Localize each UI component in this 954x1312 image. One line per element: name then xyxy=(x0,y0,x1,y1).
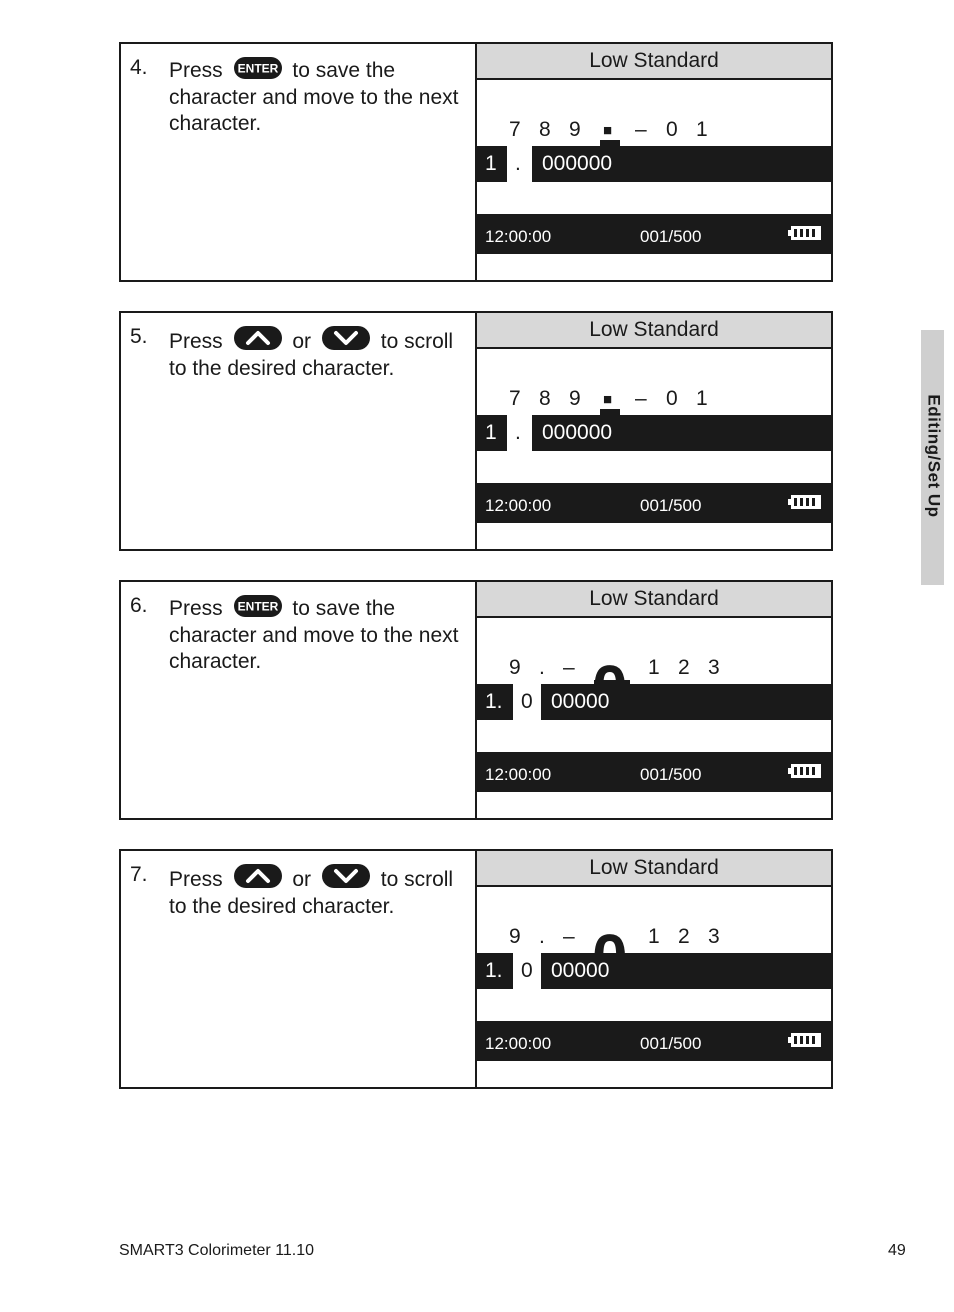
battery-icon xyxy=(788,763,822,779)
value-row: 1. 0 00000 xyxy=(477,684,831,720)
character-row xyxy=(477,385,831,415)
battery-icon xyxy=(788,494,822,510)
reading-count: 001/500 xyxy=(640,765,702,784)
char: 0 xyxy=(666,387,678,410)
section-side-tab xyxy=(921,330,944,585)
step-instructions xyxy=(121,313,477,549)
char: . xyxy=(539,656,545,679)
screen-header: Low Standard xyxy=(477,313,831,349)
character-row xyxy=(477,654,831,684)
reading-count: 001/500 xyxy=(640,227,702,246)
char: 3 xyxy=(708,925,720,948)
value-row: 1 . 000000 xyxy=(477,146,831,182)
step-number: 6. xyxy=(130,594,148,617)
char-selected: ■ xyxy=(603,391,613,408)
char: – xyxy=(635,118,647,141)
step-4-box xyxy=(119,42,833,282)
char: 2 xyxy=(678,925,690,948)
char: 8 xyxy=(539,387,551,410)
step-5-box xyxy=(119,311,833,551)
status-bar xyxy=(477,1021,831,1061)
svg-text:ENTER: ENTER xyxy=(237,599,278,614)
page-number: 49 xyxy=(888,1242,906,1259)
meter-screen xyxy=(477,851,831,1087)
clock: 12:00:00 xyxy=(485,1034,552,1053)
screen-header: Low Standard xyxy=(477,851,831,887)
up-arrow-key-icon xyxy=(233,325,283,351)
char: – xyxy=(563,925,575,948)
clock: 12:00:00 xyxy=(485,765,552,784)
footer-title: SMART3 Colorimeter 11.10 xyxy=(119,1242,315,1259)
char: 1 xyxy=(648,656,660,679)
char: 1 xyxy=(648,925,660,948)
down-arrow-key-icon xyxy=(321,325,371,351)
enter-key-icon xyxy=(233,594,283,618)
step-number: 5. xyxy=(130,325,148,348)
step-text: Press or to scroll to the desired character. xyxy=(169,863,469,920)
value-row: 1 . 000000 xyxy=(477,415,831,451)
char: 0 xyxy=(666,118,678,141)
char: 3 xyxy=(708,656,720,679)
value-row: 1. 0 00000 xyxy=(477,953,831,989)
step-instructions xyxy=(121,582,477,818)
status-bar xyxy=(477,214,831,254)
step-number: 7. xyxy=(130,863,148,886)
svg-text:ENTER: ENTER xyxy=(237,61,278,76)
clock: 12:00:00 xyxy=(485,227,552,246)
clock: 12:00:00 xyxy=(485,496,552,515)
step-text: Press ENTER to save the character and move to the next character. xyxy=(169,56,469,138)
char: 8 xyxy=(539,118,551,141)
char: 1 xyxy=(696,118,708,141)
char: 9 xyxy=(509,925,521,948)
step-7-box xyxy=(119,849,833,1089)
char-selected: ■ xyxy=(603,122,613,139)
step-text: Press ENTER to save the character and move to the next character. xyxy=(169,594,469,676)
up-arrow-key-icon xyxy=(233,863,283,889)
reading-count: 001/500 xyxy=(640,1034,702,1053)
battery-icon xyxy=(788,1032,822,1048)
char: . xyxy=(539,925,545,948)
char: 7 xyxy=(509,387,521,410)
char: – xyxy=(635,387,647,410)
character-row xyxy=(477,923,831,953)
char: 1 xyxy=(696,387,708,410)
enter-key-icon xyxy=(233,56,283,80)
step-number: 4. xyxy=(130,56,148,79)
step-6-box xyxy=(119,580,833,820)
battery-icon xyxy=(788,225,822,241)
meter-screen xyxy=(477,582,831,818)
char: 9 xyxy=(569,387,581,410)
char: 9 xyxy=(569,118,581,141)
char: 7 xyxy=(509,118,521,141)
step-instructions xyxy=(121,851,477,1087)
step-text: Press or to scroll to the desired character. xyxy=(169,325,469,382)
char: – xyxy=(563,656,575,679)
screen-header: Low Standard xyxy=(477,44,831,80)
char: 2 xyxy=(678,656,690,679)
step-instructions xyxy=(121,44,477,280)
status-bar xyxy=(477,483,831,523)
meter-screen xyxy=(477,44,831,280)
char: 9 xyxy=(509,656,521,679)
down-arrow-key-icon xyxy=(321,863,371,889)
screen-header: Low Standard xyxy=(477,582,831,618)
status-bar xyxy=(477,752,831,792)
character-row xyxy=(477,116,831,146)
reading-count: 001/500 xyxy=(640,496,702,515)
section-side-tab-label: Editing/Set Up xyxy=(924,394,944,518)
meter-screen xyxy=(477,313,831,549)
